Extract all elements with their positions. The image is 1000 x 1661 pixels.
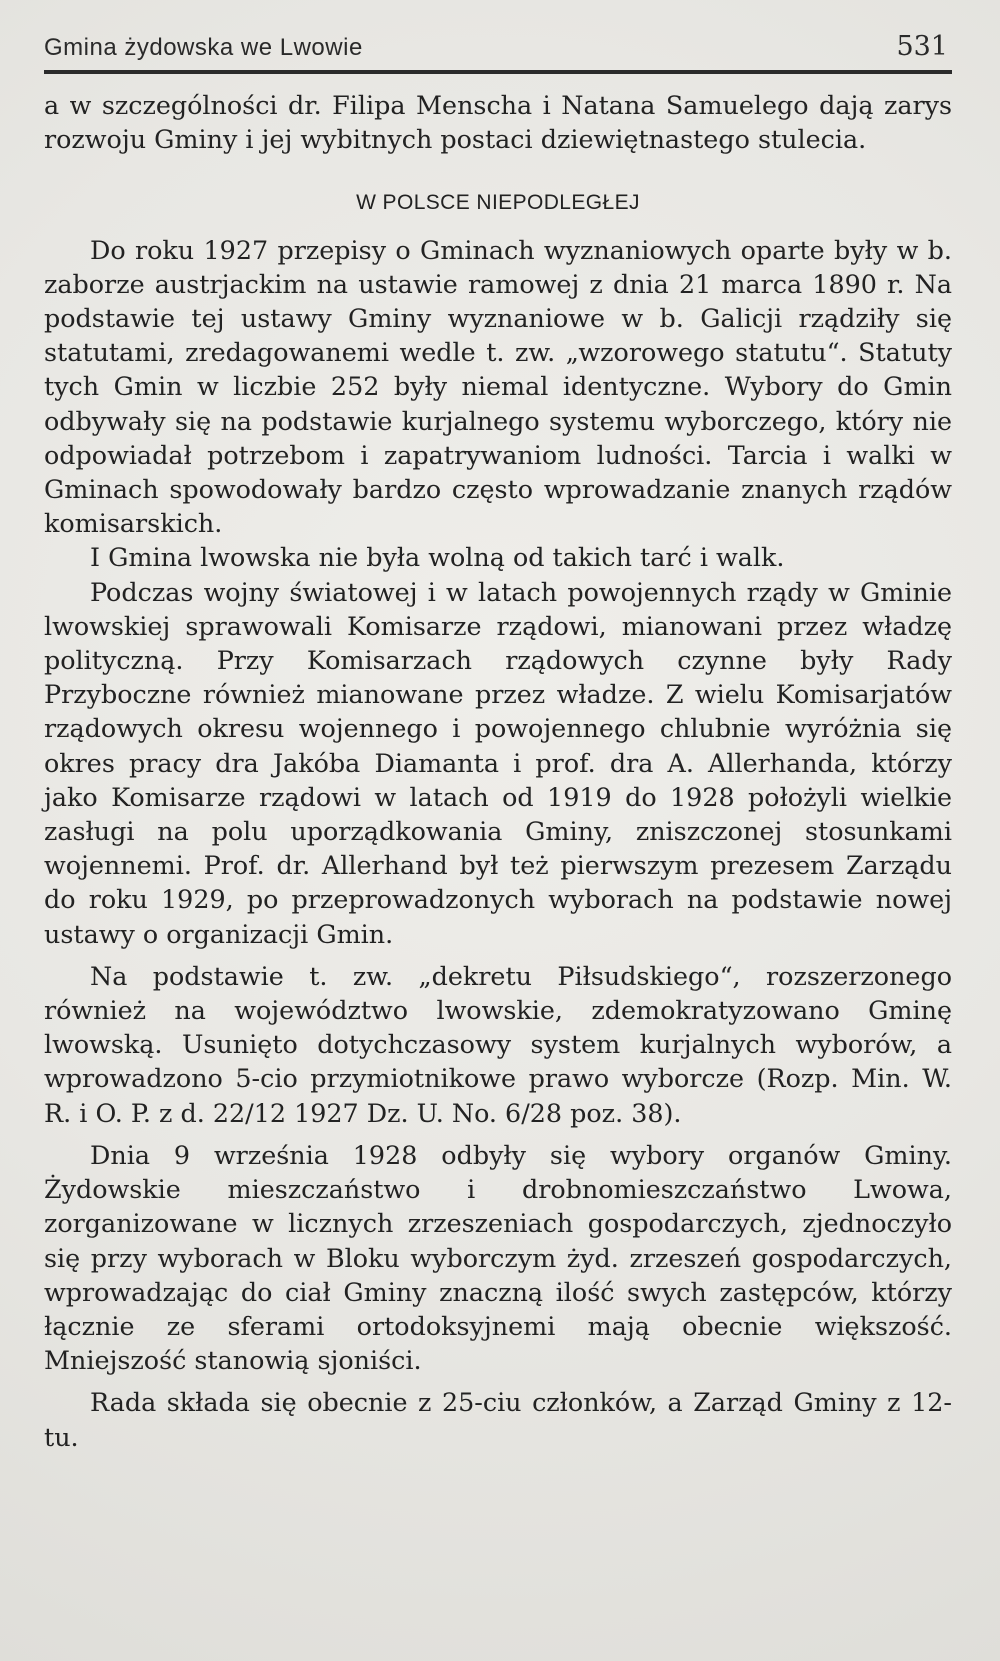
- running-title: Gmina żydowska we Lwowie: [44, 34, 363, 61]
- body-text: [44, 88, 952, 1454]
- page-number: 531: [896, 31, 948, 62]
- section-heading: W POLSCE NIEPODLEGŁEJ: [356, 191, 640, 215]
- running-header: [44, 22, 952, 62]
- paragraph-lwow-conflicts: I Gmina lwowska nie była wolną od takich tarć i walk.: [90, 542, 785, 573]
- paragraph-commissioners: Podczas wojny światowej i w latach powojennych rządy w Gminie lwowskiej sprawowali Komisarze rządowi, mianowani przez władzę polityczną. Przy Komisarzach rządowych czynne były Rady Przyboczne również mianowane przez władze. Z wielu Komisarjatów rządowych okresu wojennego i powojennego chlubnie wyróżnia się okres pracy dra Jakóba Diamanta i prof. dra A. Allerhanda, którzy jako Komisarze rządowi w latach od 1919 do 1928 położyli wielkie zasługi na polu uporządkowania Gminy, zniszczonej stosunkami wojennemi. Prof. dr. Allerhand był też pierwszym prezesem Zarządu do roku 1929, po przeprowadzonych wyborach na podstawie nowej ustawy o organizacji Gmin.: [44, 576, 952, 949]
- header-rule: [44, 70, 952, 74]
- paragraph-elections: Dnia 9 września 1928 odbyły się wybory organów Gminy. Żydowskie mieszczaństwo i drobnomieszczaństwo Lwowa, zorganizowane w licznych zrzeszeniach gospodarczych, zjednoczyło się przy wyborach w Bloku wyborczym żyd. zrzeszeń gospodarczych, wprowadzając do ciał Gminy znaczną ilość swych zastępców, którzy łącznie ze sferami ortodoksyjnemi mają obecnie większość. Mniejszość stanowią sjoniści.: [44, 1139, 952, 1376]
- paragraph-council: Rada składa się obecnie z 25-ciu członków, a Zarząd Gminy z 12-tu.: [44, 1387, 952, 1452]
- intro-paragraph: a w szczególności dr. Filipa Menscha i Natana Samuelego dają zarys rozwoju Gminy i jej wybitnych postaci dziewiętnastego stulecia.: [44, 90, 952, 155]
- paragraph-statutes: Do roku 1927 przepisy o Gminach wyznaniowych oparte były w b. zaborze austrjackim na ustawie ramowej z dnia 21 marca 1890 r. Na podstawie tej ustawy Gminy wyznaniowe w b. Galicji rządziły się statutami, zredagowanemi wedle t. zw. „wzorowego statutu“. Statuty tych Gmin w liczbie 252 były niemal identyczne. Wybory do Gmin odbywały się na podstawie kurjalnego systemu wyborczego, który nie odpowiadał potrzebom i zapatrywaniom ludności. Tarcia i walki w Gminach spowodowały bardzo często wprowadzanie znanych rządów komisarskich.: [44, 234, 952, 539]
- paragraph-decree: Na podstawie t. zw. „dekretu Piłsudskiego“, rozszerzonego również na województwo lwowskie, zdemokratyzowano Gminę lwowską. Usunięto dotychczasowy system kurjalnych wyborów, a wprowadzono 5-cio przymiotnikowe prawo wyborcze (Rozp. Min. W. R. i O. P. z d. 22/12 1927 Dz. U. No. 6/28 poz. 38).: [44, 960, 952, 1128]
